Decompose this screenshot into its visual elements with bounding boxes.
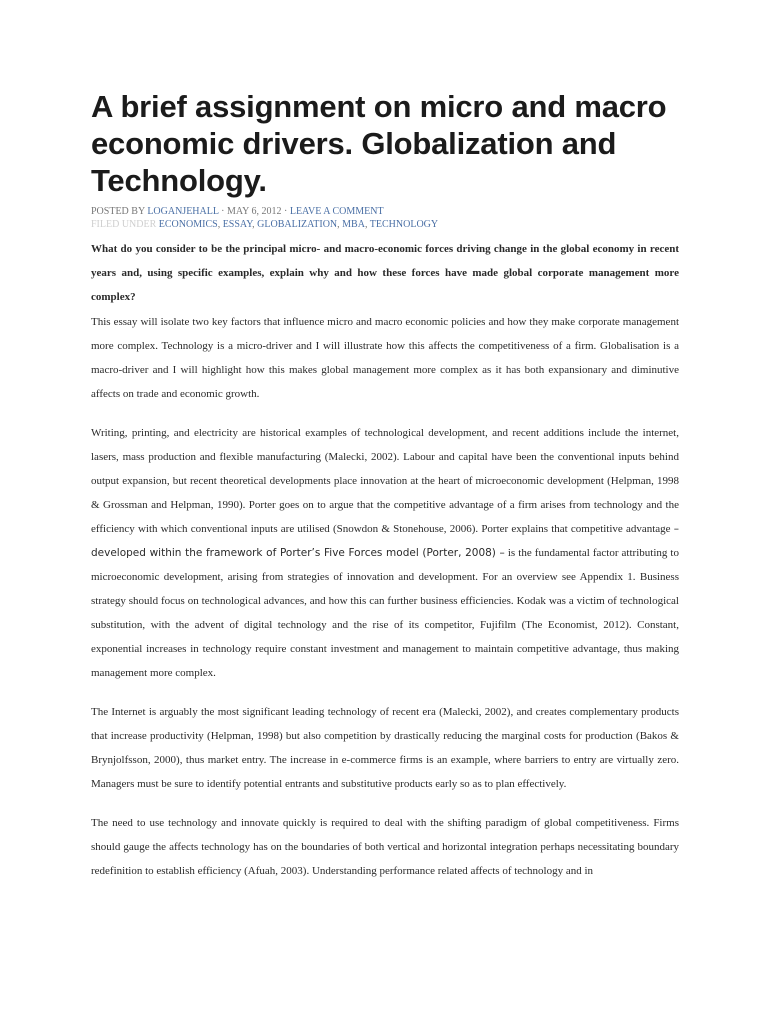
- article: [91, 88, 679, 883]
- article-title: A brief assignment on micro and macro economic drivers. Globalization and Technology.: [91, 89, 667, 198]
- essay-question: What do you consider to be the principal micro- and macro-economic forces driving change in the global economy in recent years and, using specific examples, explain why and how these forces have made global corporate management more complex?: [91, 243, 679, 303]
- paragraph-internet: The Internet is arguably the most significant leading technology of recent era (Malecki, 2002), and creates complementary products that increase productivity (Helpman, 1998) but also competition by drastically reducing the marginal costs for production (Bakos & Brynjolfsson, 2000), thus market entry. The increase in e-commerce firms is an example, where barriers to entry are virtually zero. Managers must be sure to identify potential entrants and substitutive products early so as to plan effectively.: [91, 706, 679, 790]
- category-separator: ,: [252, 219, 255, 230]
- post-meta: [91, 205, 679, 231]
- post-date: MAY 6, 2012: [226, 206, 282, 217]
- category-separator: ,: [217, 219, 221, 230]
- author-link[interactable]: LOGANJEHALL: [147, 206, 219, 217]
- paragraph-intro: This essay will isolate two key factors that influence micro and macro economic policies and how they make corporate management more complex. Technology is a micro-driver and I will illustrate how this affects the competitiveness of a firm. Globalisation is a macro-driver and I will highlight how this makes global management more complex as it has both expansionary and diminutive affects on trade and economic growth.: [91, 316, 679, 400]
- paragraph-text: is the fundamental factor attributing to microeconomic development, arising from strategies of innovation and development. For an overview see Appendix 1. Business strategy should focus on technological advances, and how this can further business efficiencies. Kodak was a victim of technological substitution, with the advent of digital technology and the rise of its competitor, Fujifilm (The Economist, 2012). Constant, exponential increases in technology require constant investment and management to maintain competitive advantage, thus making management more complex.: [91, 547, 679, 679]
- paragraph-innovation: The need to use technology and innovate quickly is required to deal with the shifting paradigm of global competitiveness. Firms should gauge the affects technology has on the boundaries of both vertical and horizontal integration perhaps necessitating boundary redefinition to establish efficiency (Afuah, 2003). Understanding performance related affects of technology and in: [91, 817, 679, 877]
- meta-separator: ·: [221, 206, 225, 217]
- category-link-technology[interactable]: TECHNOLOGY: [369, 219, 439, 230]
- byline: [91, 205, 679, 218]
- category-separator: ,: [337, 219, 340, 230]
- filed-under: [91, 218, 679, 231]
- meta-separator: ·: [284, 206, 288, 217]
- paragraph-technology: [91, 421, 679, 685]
- category-link-economics[interactable]: ECONOMICS: [158, 219, 218, 230]
- category-link-globalization[interactable]: GLOBALIZATION: [257, 219, 338, 230]
- posted-by-label: POSTED BY: [91, 206, 145, 217]
- leave-comment-link[interactable]: LEAVE A COMMENT: [289, 206, 384, 217]
- filed-under-label: FILED UNDER: [91, 219, 157, 230]
- category-link-essay[interactable]: ESSAY: [222, 219, 253, 230]
- category-link-mba[interactable]: MBA: [342, 219, 365, 230]
- porter-quote: – developed within the framework of Porter’s Five Forces model (Porter, 2008) –: [91, 523, 679, 559]
- category-separator: ,: [364, 219, 368, 230]
- paragraph-text: Writing, printing, and electricity are historical examples of technological development, and recent additions include the internet, lasers, mass production and flexible manufacturing (Malecki, 2002). Labour and capital have been the conventional inputs behind output expansion, but recent theoretical developments place innovation at the heart of microeconomic development (Helpman, 1998 & Grossman and Helpman, 1990). Porter goes on to argue that the competitive advantage of a firm arises from technology and the efficiency with which conventional inputs are utilised (Snowdon & Stonehouse, 2006). Porter explains that competitive advantage: [91, 427, 679, 535]
